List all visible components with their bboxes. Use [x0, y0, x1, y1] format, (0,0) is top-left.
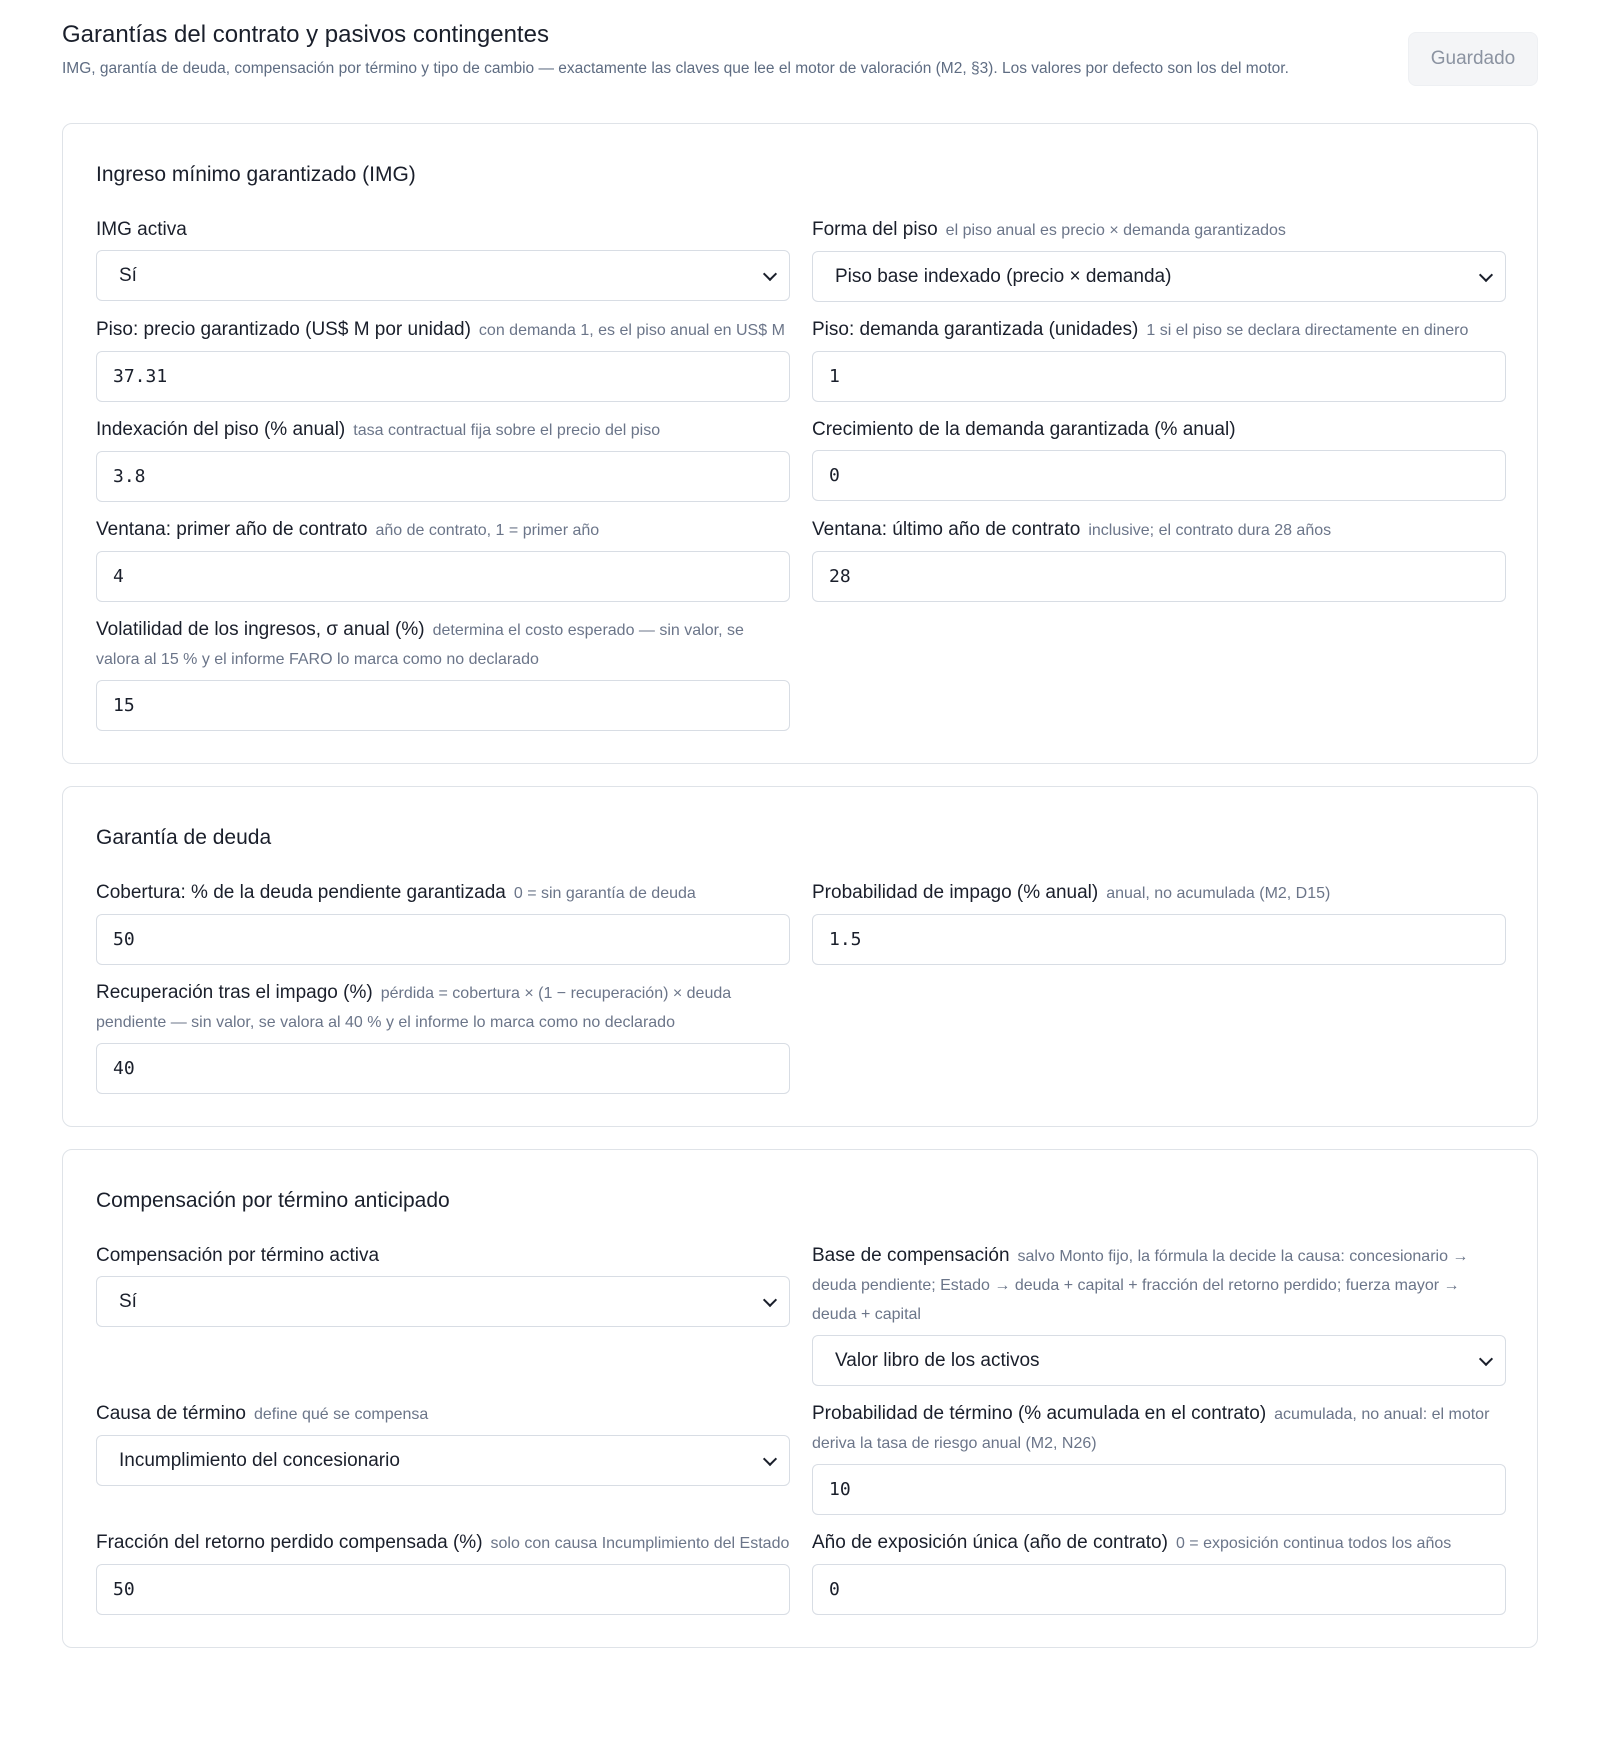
coverage-field: [96, 879, 790, 965]
field-hint: inclusive; el contrato dura 28 años: [1088, 522, 1332, 539]
field-hint: año de contrato, 1 = primer año: [375, 522, 600, 539]
floor-demand-field: [812, 316, 1506, 402]
window-start-field: [96, 516, 790, 602]
default-prob-field: [812, 879, 1506, 965]
termination-card-title: Compensación por término anticipado: [96, 1189, 450, 1212]
field-hint: pérdida = cobertura × (1 − recuperación) × deuda pendiente — sin valor, se valora al 40 % y el informe lo marca como no declarado: [96, 985, 732, 1031]
termination-cause-field: [96, 1400, 790, 1515]
termination-active-field: [96, 1242, 790, 1386]
demand-growth-input[interactable]: 0: [812, 450, 1506, 501]
exposure-year-field: [812, 1529, 1506, 1615]
field-label: Probabilidad de término (% acumulada en el contrato): [812, 1403, 1267, 1424]
compensation-basis-select[interactable]: [812, 1335, 1506, 1386]
select-value: Sí: [119, 264, 137, 286]
termination-cause-select[interactable]: [96, 1435, 790, 1486]
img-active-field: [96, 216, 790, 302]
field-hint: salvo Monto fijo, la fórmula la decide la causa: concesionario → deuda pendiente; Estado → deuda + capital + fracción del retorno perdido; fuerza mayor → deuda + capital: [812, 1248, 1469, 1323]
coverage-input[interactable]: 50: [96, 914, 790, 965]
chevron-down-icon: [763, 1451, 777, 1465]
field-label: Piso: precio garantizado (US$ M por unidad): [96, 319, 471, 340]
field-hint: 0 = exposición continua todos los años: [1175, 1535, 1452, 1552]
floor-demand-input[interactable]: 1: [812, 351, 1506, 402]
lost-return-input[interactable]: 50: [96, 1564, 790, 1615]
volatility-input[interactable]: 15: [96, 680, 790, 731]
window-end-input[interactable]: 28: [812, 551, 1506, 602]
volatility-field: [96, 616, 790, 731]
field-label: Ventana: primer año de contrato: [96, 519, 368, 540]
select-value: Valor libro de los activos: [835, 1349, 1040, 1371]
field-label: Compensación por término activa: [96, 1245, 380, 1266]
floor-price-input[interactable]: 37.31: [96, 351, 790, 402]
field-hint: 0 = sin garantía de deuda: [513, 885, 696, 902]
select-value: Sí: [119, 1290, 137, 1312]
termination-card: [62, 1149, 1538, 1648]
floor-indexation-field: [96, 416, 790, 502]
page-subtitle: IMG, garantía de deuda, compensación por término y tipo de cambio — exactamente las claves que lee el motor de valoración (M2, §3). Los valores por defecto son los del motor.: [62, 60, 1289, 77]
field-label: Cobertura: % de la deuda pendiente garantizada: [96, 882, 506, 903]
field-hint: define qué se compensa: [253, 1406, 429, 1423]
field-label: Piso: demanda garantizada (unidades): [812, 319, 1139, 340]
page-title: Garantías del contrato y pasivos contingentes: [62, 21, 549, 48]
floor-shape-select[interactable]: [812, 251, 1506, 302]
field-hint: tasa contractual fija sobre el precio del piso: [353, 422, 661, 439]
termination-prob-field: [812, 1400, 1506, 1515]
field-label: IMG activa: [96, 219, 187, 240]
field-label: Probabilidad de impago (% anual): [812, 882, 1099, 903]
header-text: [62, 20, 1392, 80]
field-label: Volatilidad de los ingresos, σ anual (%): [96, 619, 425, 640]
field-label: Ventana: último año de contrato: [812, 519, 1081, 540]
field-hint: anual, no acumulada (M2, D15): [1106, 885, 1331, 902]
field-hint: acumulada, no anual: el motor deriva la tasa de riesgo anual (M2, N26): [812, 1406, 1490, 1452]
chevron-down-icon: [763, 266, 777, 280]
exposure-year-input[interactable]: 0: [812, 1564, 1506, 1615]
window-start-input[interactable]: 4: [96, 551, 790, 602]
recovery-field: [96, 979, 790, 1094]
compensation-basis-field: [812, 1242, 1506, 1386]
window-end-field: [812, 516, 1506, 602]
recovery-input[interactable]: 40: [96, 1043, 790, 1094]
select-value: Piso base indexado (precio × demanda): [835, 265, 1172, 287]
field-hint: el piso anual es precio × demanda garantizados: [945, 222, 1286, 239]
img-card: [62, 123, 1538, 764]
floor-shape-field: [812, 216, 1506, 302]
field-label: Recuperación tras el impago (%): [96, 982, 373, 1003]
page-header: [62, 20, 1538, 123]
lost-return-field: [96, 1529, 790, 1615]
floor-indexation-input[interactable]: 3.8: [96, 451, 790, 502]
field-label: Fracción del retorno perdido compensada (%): [96, 1532, 483, 1553]
field-hint: solo con causa Incumplimiento del Estado: [490, 1535, 790, 1552]
chevron-down-icon: [763, 1292, 777, 1306]
termination-prob-input[interactable]: 10: [812, 1464, 1506, 1515]
debt-card-title: Garantía de deuda: [96, 826, 272, 849]
img-card-title: Ingreso mínimo garantizado (IMG): [96, 163, 416, 186]
field-hint: determina el costo esperado — sin valor, se valora al 15 % y el informe FARO lo marca como no declarado: [96, 622, 744, 668]
termination-active-select[interactable]: [96, 1276, 790, 1327]
img-active-select[interactable]: [96, 250, 790, 301]
chevron-down-icon: [1479, 267, 1493, 281]
floor-price-field: [96, 316, 790, 402]
default-prob-input[interactable]: 1.5: [812, 914, 1506, 965]
field-hint: con demanda 1, es el piso anual en US$ M: [478, 322, 785, 339]
save-button[interactable]: Guardado: [1408, 32, 1538, 86]
select-value: Incumplimiento del concesionario: [119, 1449, 400, 1471]
field-hint: 1 si el piso se declara directamente en dinero: [1146, 322, 1469, 339]
field-label: Base de compensación: [812, 1245, 1010, 1266]
chevron-down-icon: [1479, 1351, 1493, 1365]
field-label: Causa de término: [96, 1403, 246, 1424]
field-label: Año de exposición única (año de contrato): [812, 1532, 1168, 1553]
demand-growth-field: [812, 416, 1506, 502]
debt-card: [62, 786, 1538, 1127]
field-label: Forma del piso: [812, 219, 938, 240]
field-label: Crecimiento de la demanda garantizada (% anual): [812, 419, 1236, 440]
field-label: Indexación del piso (% anual): [96, 419, 346, 440]
